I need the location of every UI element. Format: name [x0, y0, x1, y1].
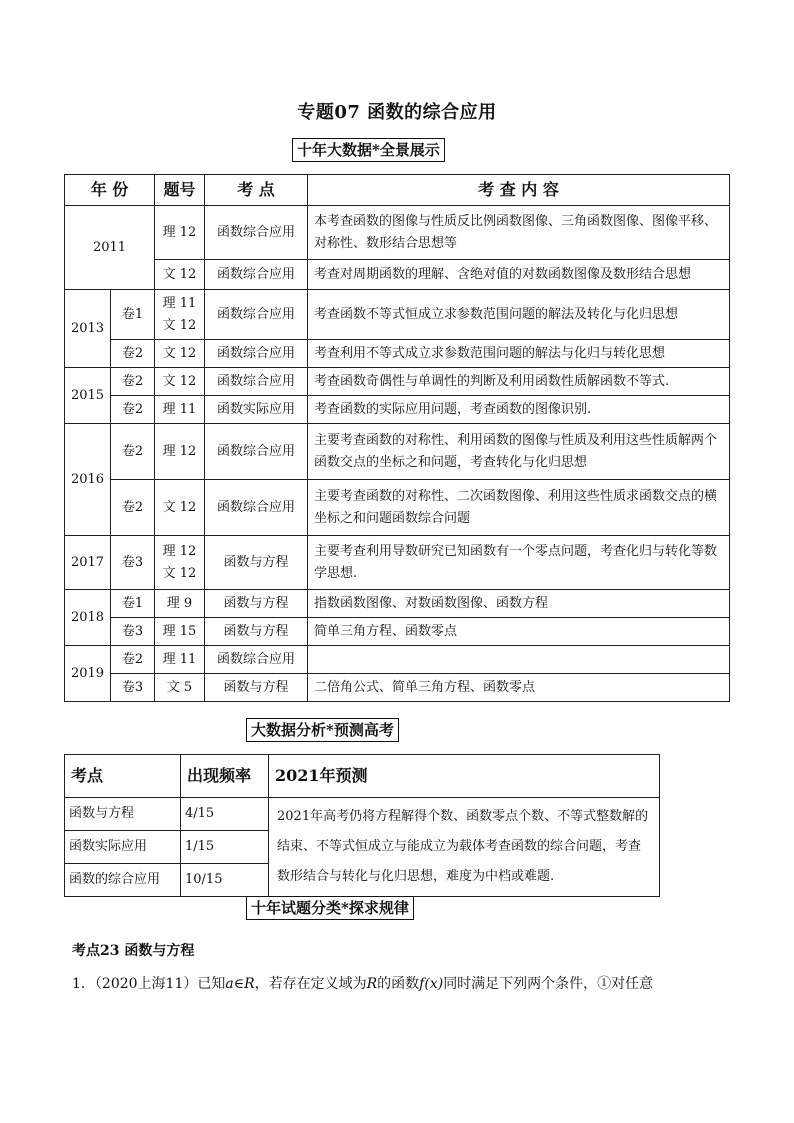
table-header-row	[65, 755, 660, 798]
content-cell: 本考查函数的图像与性质反比例函数图像、三角函数图像、图像平移、对称性、数形结合思想等	[308, 206, 730, 260]
topic-cell: 函数的综合应用	[65, 864, 181, 897]
header-year: 年 份	[65, 175, 155, 206]
topic-cell: 函数实际应用	[205, 396, 308, 424]
volume-cell: 卷3	[111, 674, 155, 702]
number-cell: 文 12	[155, 480, 205, 536]
prediction-cell: 2021年高考仍将方程解得个数、函数零点个数、不等式整数解的结束、不等式恒成立与能成立为载体考查函数的综合问题，考查数形结合与转化与化归思想，难度为中档或难题.	[269, 798, 660, 897]
number-cell: 文 12	[155, 368, 205, 396]
number-cell: 理 11	[155, 396, 205, 424]
header-frequency: 出现频率	[181, 755, 269, 798]
content-cell: 考查利用不等式成立求参数范围问题的解法与化归与转化思想	[308, 340, 730, 368]
table-row	[65, 424, 730, 480]
content-cell: 简单三角方程、函数零点	[308, 618, 730, 646]
content-cell: 主要考查函数的对称性、二次函数图像、利用这些性质求函数交点的横坐标之和问题函数综合问题	[308, 480, 730, 536]
volume-cell: 卷2	[111, 396, 155, 424]
number-cell: 理 12 文 12	[155, 536, 205, 590]
table-header-row	[65, 175, 730, 206]
topic-cell: 函数综合应用	[205, 646, 308, 674]
topic-cell: 函数与方程	[65, 798, 181, 831]
section-heading-analysis: 大数据分析*预测高考	[246, 718, 399, 742]
table-row	[65, 290, 730, 340]
topic-cell: 函数与方程	[205, 618, 308, 646]
year-cell: 2017	[65, 536, 111, 590]
problem-prefix: 1．（2020上海11）已知	[72, 976, 226, 992]
content-cell: 主要考查函数的对称性、利用函数的图像与性质及利用这些性质解两个函数交点的坐标之和问题，考查转化与化归思想	[308, 424, 730, 480]
table-row	[65, 674, 730, 702]
volume-cell: 卷1	[111, 590, 155, 618]
problem-text	[72, 974, 732, 994]
year-cell: 2016	[65, 424, 111, 536]
topic-cell: 函数实际应用	[65, 831, 181, 864]
table-row	[65, 206, 730, 260]
number-cell: 文 5	[155, 674, 205, 702]
number-cell: 理 9	[155, 590, 205, 618]
frequency-cell: 10/15	[181, 864, 269, 897]
year-cell: 2011	[65, 206, 155, 290]
topic-cell: 函数与方程	[205, 674, 308, 702]
table-row	[65, 340, 730, 368]
topic-cell: 函数综合应用	[205, 340, 308, 368]
volume-cell: 卷2	[111, 646, 155, 674]
section-heading-classification: 十年试题分类*探求规律	[246, 896, 414, 920]
year-cell: 2013	[65, 290, 111, 368]
volume-cell: 卷2	[111, 340, 155, 368]
table-row	[65, 798, 660, 831]
number-cell: 文 12	[155, 260, 205, 290]
content-cell	[308, 646, 730, 674]
year-cell: 2019	[65, 646, 111, 702]
content-cell: 考查对周期函数的理解、含绝对值的对数函数图像及数形结合思想	[308, 260, 730, 290]
content-cell: 考查函数奇偶性与单调性的判断及利用函数性质解函数不等式.	[308, 368, 730, 396]
problem-suffix: 同时满足下列两个条件，①对任意	[443, 976, 654, 992]
problem-mid1: ，若存在定义域为	[254, 976, 367, 992]
header-number: 题号	[155, 175, 205, 206]
math-a-in-R: a∈R	[225, 976, 255, 992]
table-row	[65, 536, 730, 590]
table-row	[65, 368, 730, 396]
section-title: 考点23 函数与方程	[72, 943, 195, 959]
content-cell: 考查函数不等式恒成立求参数范围问题的解法及转化与化归思想	[308, 290, 730, 340]
volume-cell: 卷2	[111, 480, 155, 536]
number-cell: 理 15	[155, 618, 205, 646]
header-topic: 考点	[65, 755, 181, 798]
content-cell: 主要考查利用导数研究已知函数有一个零点问题，考查化归与转化等数学思想.	[308, 536, 730, 590]
topic-cell: 函数综合应用	[205, 424, 308, 480]
topic-cell: 函数与方程	[205, 590, 308, 618]
topic-cell: 函数综合应用	[205, 260, 308, 290]
math-R: R	[366, 976, 378, 992]
year-cell: 2018	[65, 590, 111, 646]
topic-cell: 函数综合应用	[205, 290, 308, 340]
page-title: 专题07 函数的综合应用	[297, 102, 497, 123]
table-row	[65, 260, 730, 290]
header-prediction: 2021年预测	[269, 755, 660, 798]
content-cell: 二倍角公式、简单三角方程、函数零点	[308, 674, 730, 702]
topic-cell: 函数与方程	[205, 536, 308, 590]
header-topic: 考 点	[205, 175, 308, 206]
content-cell: 指数函数图像、对数函数图像、函数方程	[308, 590, 730, 618]
table-row	[65, 590, 730, 618]
section-heading-data: 十年大数据*全景展示	[292, 138, 445, 162]
frequency-cell: 1/15	[181, 831, 269, 864]
content-cell: 考查函数的实际应用问题，考查函数的图像识别.	[308, 396, 730, 424]
table-row	[65, 646, 730, 674]
frequency-cell: 4/15	[181, 798, 269, 831]
volume-cell: 卷3	[111, 536, 155, 590]
number-cell: 理 11	[155, 646, 205, 674]
table-row	[65, 480, 730, 536]
number-cell: 理 12	[155, 424, 205, 480]
exam-history-table	[64, 174, 730, 702]
number-cell: 理 12	[155, 206, 205, 260]
table-row	[65, 396, 730, 424]
table-row	[65, 618, 730, 646]
header-content: 考 查 内 容	[308, 175, 730, 206]
volume-cell: 卷2	[111, 424, 155, 480]
topic-cell: 函数综合应用	[205, 368, 308, 396]
volume-cell: 卷2	[111, 368, 155, 396]
topic-cell: 函数综合应用	[205, 206, 308, 260]
frequency-table	[64, 754, 660, 897]
year-cell: 2015	[65, 368, 111, 424]
math-fx: f(x)	[419, 976, 444, 992]
problem-mid2: 的函数	[377, 976, 420, 992]
number-cell: 理 11 文 12	[155, 290, 205, 340]
volume-cell: 卷1	[111, 290, 155, 340]
number-cell: 文 12	[155, 340, 205, 368]
topic-cell: 函数综合应用	[205, 480, 308, 536]
volume-cell: 卷3	[111, 618, 155, 646]
